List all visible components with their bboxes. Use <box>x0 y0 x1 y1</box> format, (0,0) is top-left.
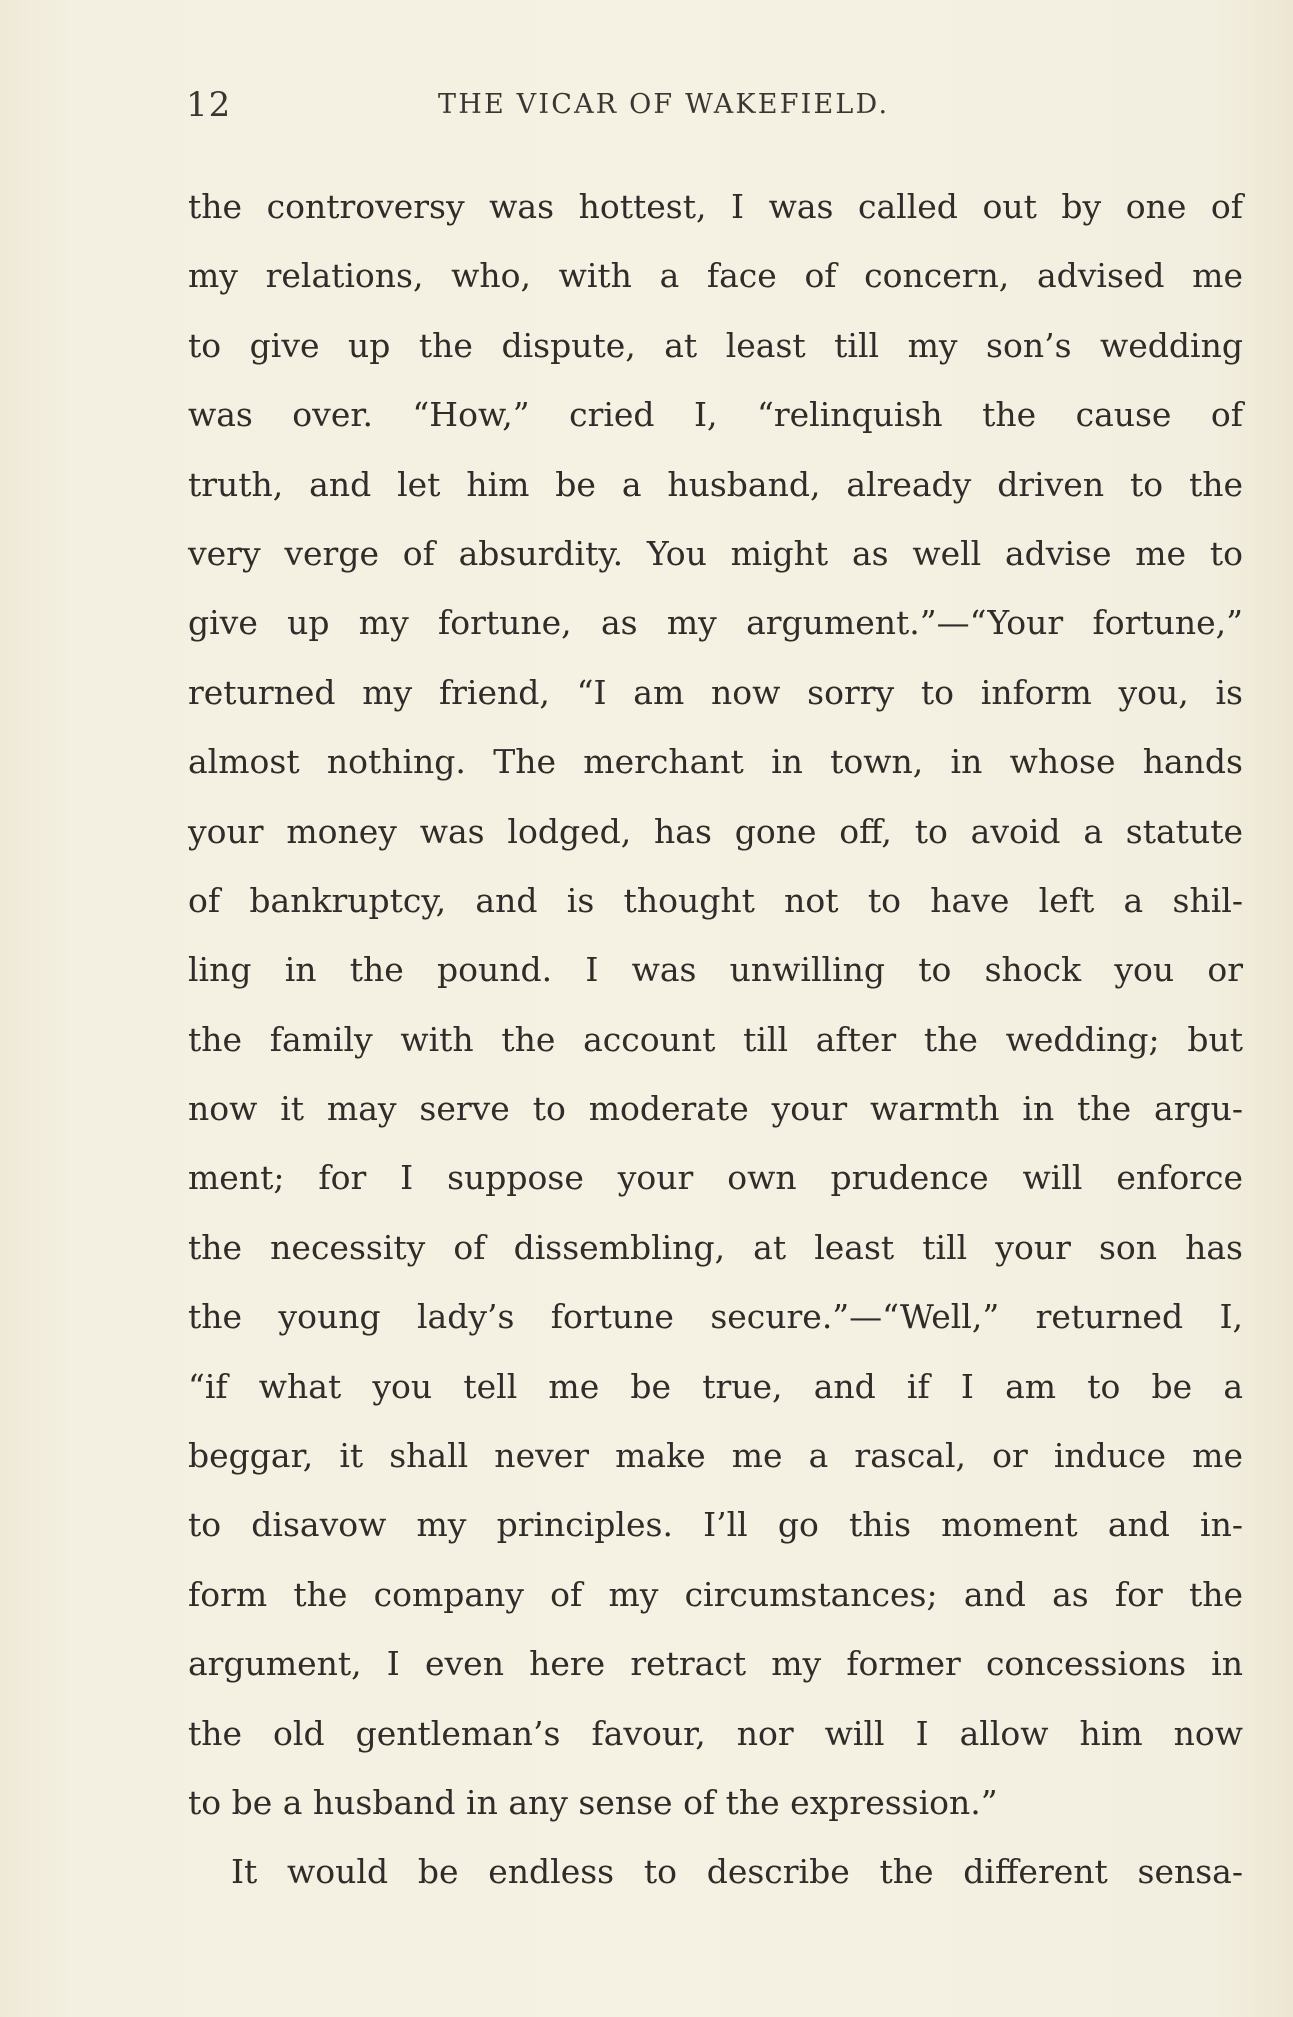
text-line: the family with the account till after the wedding; but <box>188 1019 1243 1059</box>
running-title: THE VICAR OF WAKEFIELD. <box>438 89 890 120</box>
paragraph-start-line: It would be endless to describe the different sensa- <box>231 1852 1243 1892</box>
text-line: beggar, it shall never make me a rascal, or induce me <box>188 1436 1243 1476</box>
text-line: the controversy was hottest, I was called out by one of <box>188 187 1243 226</box>
text-line: form the company of my circumstances; and as for the <box>188 1574 1243 1614</box>
text-line: very verge of absurdity. You might as well advise me to <box>188 533 1243 573</box>
text-line: ling in the pound. I was unwilling to shock you or <box>188 950 1243 990</box>
text-line: ment; for I suppose your own prudence will enforce <box>188 1158 1243 1198</box>
text-line: my relations, who, with a face of concern, advised me <box>188 256 1243 296</box>
text-line: the necessity of dissembling, at least till your son has <box>188 1227 1243 1267</box>
text-line: to disavow my principles. I’ll go this moment and in- <box>188 1505 1243 1545</box>
text-line: argument, I even here retract my former concessions in <box>188 1644 1243 1684</box>
page-header <box>186 85 1246 135</box>
text-line: to give up the dispute, at least till my son’s wedding <box>188 325 1243 365</box>
text-line: was over. “How,” cried I, “relinquish the cause of <box>188 395 1243 435</box>
text-line: truth, and let him be a husband, already driven to the <box>188 464 1243 504</box>
body-text <box>188 172 1243 1907</box>
text-line: almost nothing. The merchant in town, in whose hands <box>188 742 1243 782</box>
text-line: the old gentleman’s favour, nor will I allow him now <box>188 1713 1243 1753</box>
paragraph-end-line: to be a husband in any sense of the expression.” <box>188 1782 998 1822</box>
text-line: of bankruptcy, and is thought not to have left a shil- <box>188 880 1243 920</box>
text-line: returned my friend, “I am now sorry to inform you, is <box>188 672 1243 712</box>
text-line: give up my fortune, as my argument.”—“Your fortune,” <box>188 603 1243 643</box>
text-line: now it may serve to moderate your warmth in the argu- <box>188 1089 1243 1129</box>
page-number: 12 <box>186 85 232 125</box>
text-line: “if what you tell me be true, and if I am to be a <box>188 1366 1243 1406</box>
text-line: your money was lodged, has gone off, to avoid a statute <box>188 811 1243 851</box>
text-line: the young lady’s fortune secure.”—“Well,” returned I, <box>188 1297 1243 1337</box>
